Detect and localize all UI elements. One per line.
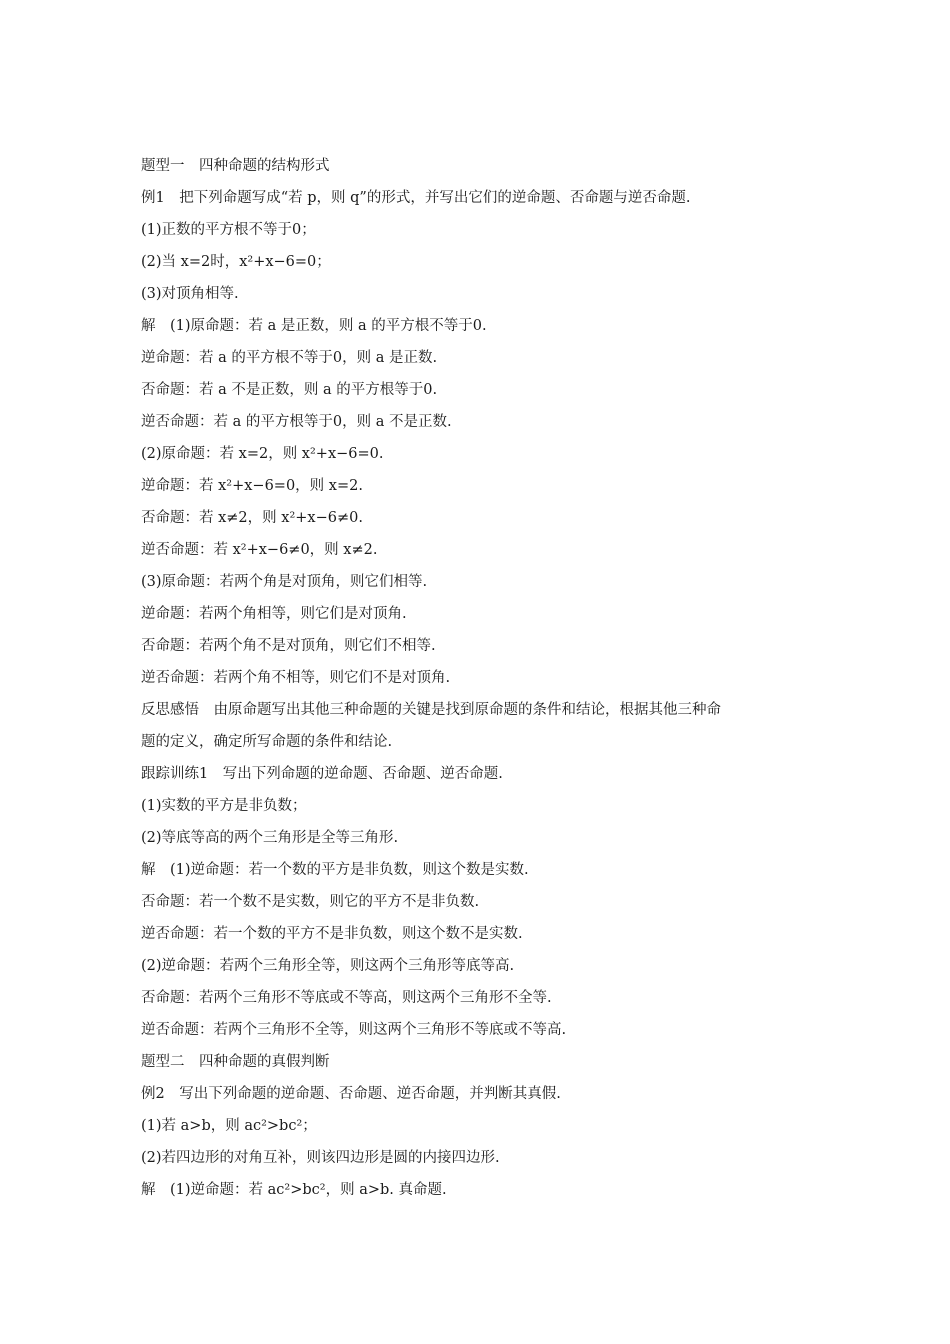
solution-1-contrapositive-1: 逆否命题：若 a 的平方根等于0，则 a 不是正数. bbox=[141, 414, 452, 430]
solution-1-converse-2: 逆命题：若 x²+x−6=0，则 x=2. bbox=[141, 478, 363, 494]
example-1-item-1: (1)正数的平方根不等于0； bbox=[141, 222, 316, 238]
solution-1-original-1: 解 (1)原命题：若 a 是正数，则 a 的平方根不等于0. bbox=[141, 318, 487, 334]
practice-solution-contrapositive-1: 逆否命题：若一个数的平方不是非负数，则这个数不是实数. bbox=[141, 926, 523, 942]
practice-1-item-1: (1)实数的平方是非负数； bbox=[141, 798, 307, 814]
solution-1-original-2: (2)原命题：若 x=2，则 x²+x−6=0. bbox=[141, 446, 384, 462]
solution-1-converse-3: 逆命题：若两个角相等，则它们是对顶角. bbox=[141, 606, 407, 622]
practice-solution-contrapositive-2: 逆否命题：若两个三角形不全等，则这两个三角形不等底或不等高. bbox=[141, 1022, 567, 1038]
practice-1-item-2: (2)等底等高的两个三角形是全等三角形. bbox=[141, 830, 399, 846]
practice-1-prompt: 跟踪训练1 写出下列命题的逆命题、否命题、逆否命题. bbox=[141, 766, 503, 782]
document-body bbox=[141, 150, 831, 1206]
solution-1-converse-1: 逆命题：若 a 的平方根不等于0，则 a 是正数. bbox=[141, 350, 438, 366]
example-2-item-2: (2)若四边形的对角互补，则该四边形是圆的内接四边形. bbox=[141, 1150, 500, 1166]
section-heading-1: 题型一 四种命题的结构形式 bbox=[141, 158, 330, 174]
example-2-item-1: (1)若 a>b，则 ac²>bc²； bbox=[141, 1118, 317, 1134]
solution-2-converse-1: 解 (1)逆命题：若 ac²>bc²，则 a>b. 真命题. bbox=[141, 1182, 447, 1198]
solution-1-inverse-1: 否命题：若 a 不是正数，则 a 的平方根等于0. bbox=[141, 382, 438, 398]
solution-1-contrapositive-2: 逆否命题：若 x²+x−6≠0，则 x≠2. bbox=[141, 542, 378, 558]
practice-solution-inverse-2: 否命题：若两个三角形不等底或不等高，则这两个三角形不全等. bbox=[141, 990, 552, 1006]
solution-1-inverse-3: 否命题：若两个角不是对顶角，则它们不相等. bbox=[141, 638, 436, 654]
practice-solution-inverse-1: 否命题：若一个数不是实数，则它的平方不是非负数. bbox=[141, 894, 480, 910]
reflection-line-2: 题的定义，确定所写命题的条件和结论. bbox=[141, 734, 393, 750]
example-1-item-3: (3)对顶角相等. bbox=[141, 286, 239, 302]
reflection-line-1: 反思感悟 由原命题写出其他三种命题的关键是找到原命题的条件和结论，根据其他三种命 bbox=[141, 702, 721, 718]
example-1-item-2: (2)当 x=2时，x²+x−6=0； bbox=[141, 254, 331, 270]
solution-1-contrapositive-3: 逆否命题：若两个角不相等，则它们不是对顶角. bbox=[141, 670, 451, 686]
practice-solution-converse-1: 解 (1)逆命题：若一个数的平方是非负数，则这个数是实数. bbox=[141, 862, 529, 878]
solution-1-original-3: (3)原命题：若两个角是对顶角，则它们相等. bbox=[141, 574, 428, 590]
example-1-prompt: 例1 把下列命题写成“若 p，则 q”的形式，并写出它们的逆命题、否命题与逆否命题. bbox=[141, 190, 691, 206]
example-2-prompt: 例2 写出下列命题的逆命题、否命题、逆否命题，并判断其真假. bbox=[141, 1086, 561, 1102]
section-heading-2: 题型二 四种命题的真假判断 bbox=[141, 1054, 330, 1070]
practice-solution-converse-2: (2)逆命题：若两个三角形全等，则这两个三角形等底等高. bbox=[141, 958, 515, 974]
solution-1-inverse-2: 否命题：若 x≠2，则 x²+x−6≠0. bbox=[141, 510, 363, 526]
